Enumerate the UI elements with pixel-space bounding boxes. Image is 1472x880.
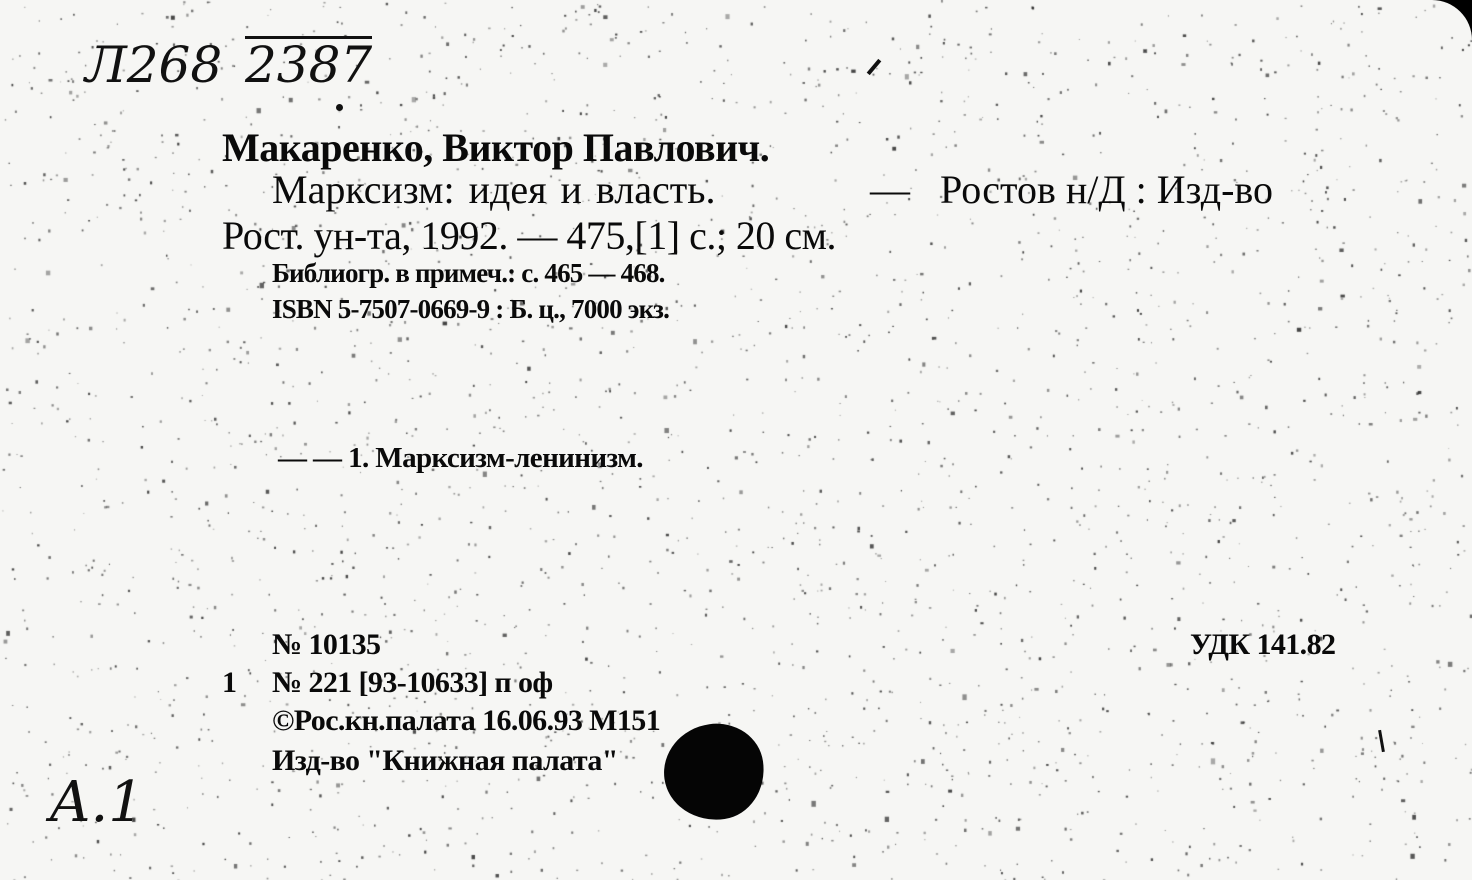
publisher-line: Изд-во "Книжная палата" <box>272 744 618 777</box>
imprint-dash: — <box>870 167 910 212</box>
copyright-line: ©Рос.кн.палата 16.06.93 М151 <box>272 704 661 737</box>
handwritten-call-number: Л268 <box>85 36 223 94</box>
handwritten-shelf-mark: A.1 <box>50 770 144 835</box>
imprint-and-extent: Рост. ун-та, 1992. — 475,[1] с.; 20 см. <box>222 213 836 258</box>
bibliography-note: Библиогр. в примеч.: с. 465 — 468. <box>272 258 665 288</box>
imprint-place: Ростов н/Д : Изд-во <box>940 167 1274 212</box>
author-heading: Макаренко, Виктор Павлович. <box>222 125 770 170</box>
handwritten-call-number-overlined: 2387 <box>245 36 373 94</box>
udk-classification: УДК 141.82 <box>1190 628 1336 661</box>
order-number: № 221 [93-10633] п оф <box>272 666 553 699</box>
pen-dot-mark <box>336 104 343 111</box>
isbn-price-run: ISBN 5-7507-0669-9 : Б. ц., 7000 экз. <box>272 294 670 324</box>
title-statement: Марксизм: идея и власть. <box>272 167 716 212</box>
card-number: № 10135 <box>272 628 381 661</box>
subject-heading: — — 1. Марксизм-ленинизм. <box>278 442 643 474</box>
copies-count: 1 <box>222 666 237 699</box>
